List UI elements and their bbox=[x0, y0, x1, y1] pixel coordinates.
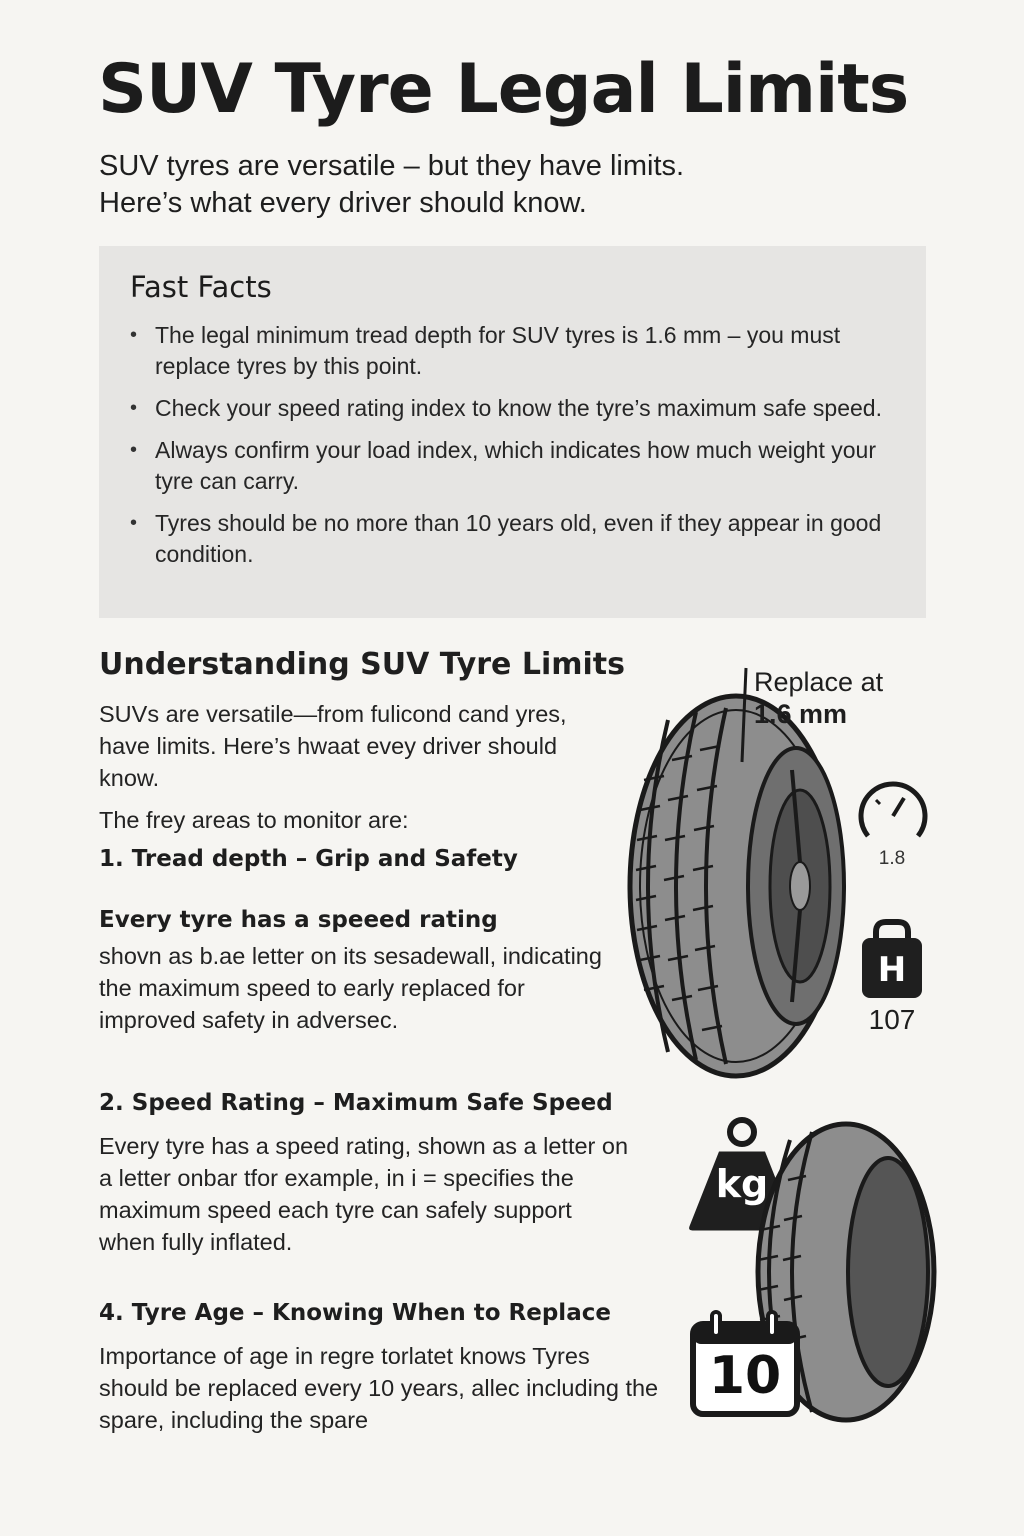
speed-letter: H bbox=[877, 950, 907, 990]
understanding-heading: Understanding SUV Tyre Limits bbox=[99, 647, 625, 682]
age-years-value: 10 bbox=[708, 1346, 782, 1406]
understanding-intro: The frey areas to monitor are: bbox=[99, 807, 409, 833]
replace-label-line-1: Replace at bbox=[754, 667, 884, 697]
speedometer-icon bbox=[861, 784, 925, 836]
page-title: SUV Tyre Legal Limits bbox=[98, 50, 909, 129]
tread-depth-text: shovn as b.ae letter on its sesadewall, indicating the maximum speed to early replaced for improved safety in adversec. bbox=[99, 943, 602, 1033]
load-index-value: 107 bbox=[868, 1004, 916, 1035]
fast-facts-heading: Fast Facts bbox=[130, 270, 272, 304]
replace-label bbox=[754, 666, 883, 730]
speed-rating-heading: 2. Speed Rating – Maximum Safe Speed bbox=[99, 1090, 613, 1116]
speed-rating-text: Every tyre has a speed rating, shown as a letter on a letter onbar tfor example, in i = specifies the maximum speed each tyre can safely support when fully inflated. bbox=[99, 1133, 629, 1255]
tyre-age-text: Importance of age in regre torlatet knows Tyres should be replaced every 10 years, allec including the spare, including the spare bbox=[99, 1343, 659, 1433]
fact-item: • The legal minimum tread depth for SUV tyres is 1.6 mm – you must replace tyres by this point. bbox=[129, 320, 889, 382]
gauge-value: 1.8 bbox=[878, 848, 906, 869]
fact-item: • Always confirm your load index, which indicates how much weight your tyre can carry. bbox=[129, 435, 889, 497]
speed-rating-subheading: Every tyre has a speeed rating bbox=[99, 907, 498, 933]
understanding-lead: SUVs are versatile—from fulicond cand yres, have limits. Here’s hwaat evey driver should know. bbox=[99, 701, 567, 791]
tyre-age-heading: 4. Tyre Age – Knowing When to Replace bbox=[99, 1300, 611, 1326]
replace-label-line-2: 1.6 mm bbox=[754, 699, 848, 729]
tread-depth-heading: 1. Tread depth – Grip and Safety bbox=[99, 846, 518, 872]
tyre-icon bbox=[630, 696, 844, 1076]
fact-item: • Check your speed rating index to know the tyre’s maximum safe speed. bbox=[129, 393, 889, 424]
subtitle-line-1: SUV tyres are versatile – but they have limits. bbox=[99, 150, 685, 182]
subtitle-line-2: Here’s what every driver should know. bbox=[99, 187, 587, 219]
fact-item: • Tyres should be no more than 10 years old, even if they appear in good condition. bbox=[129, 508, 889, 570]
weight-label: kg bbox=[715, 1162, 769, 1206]
